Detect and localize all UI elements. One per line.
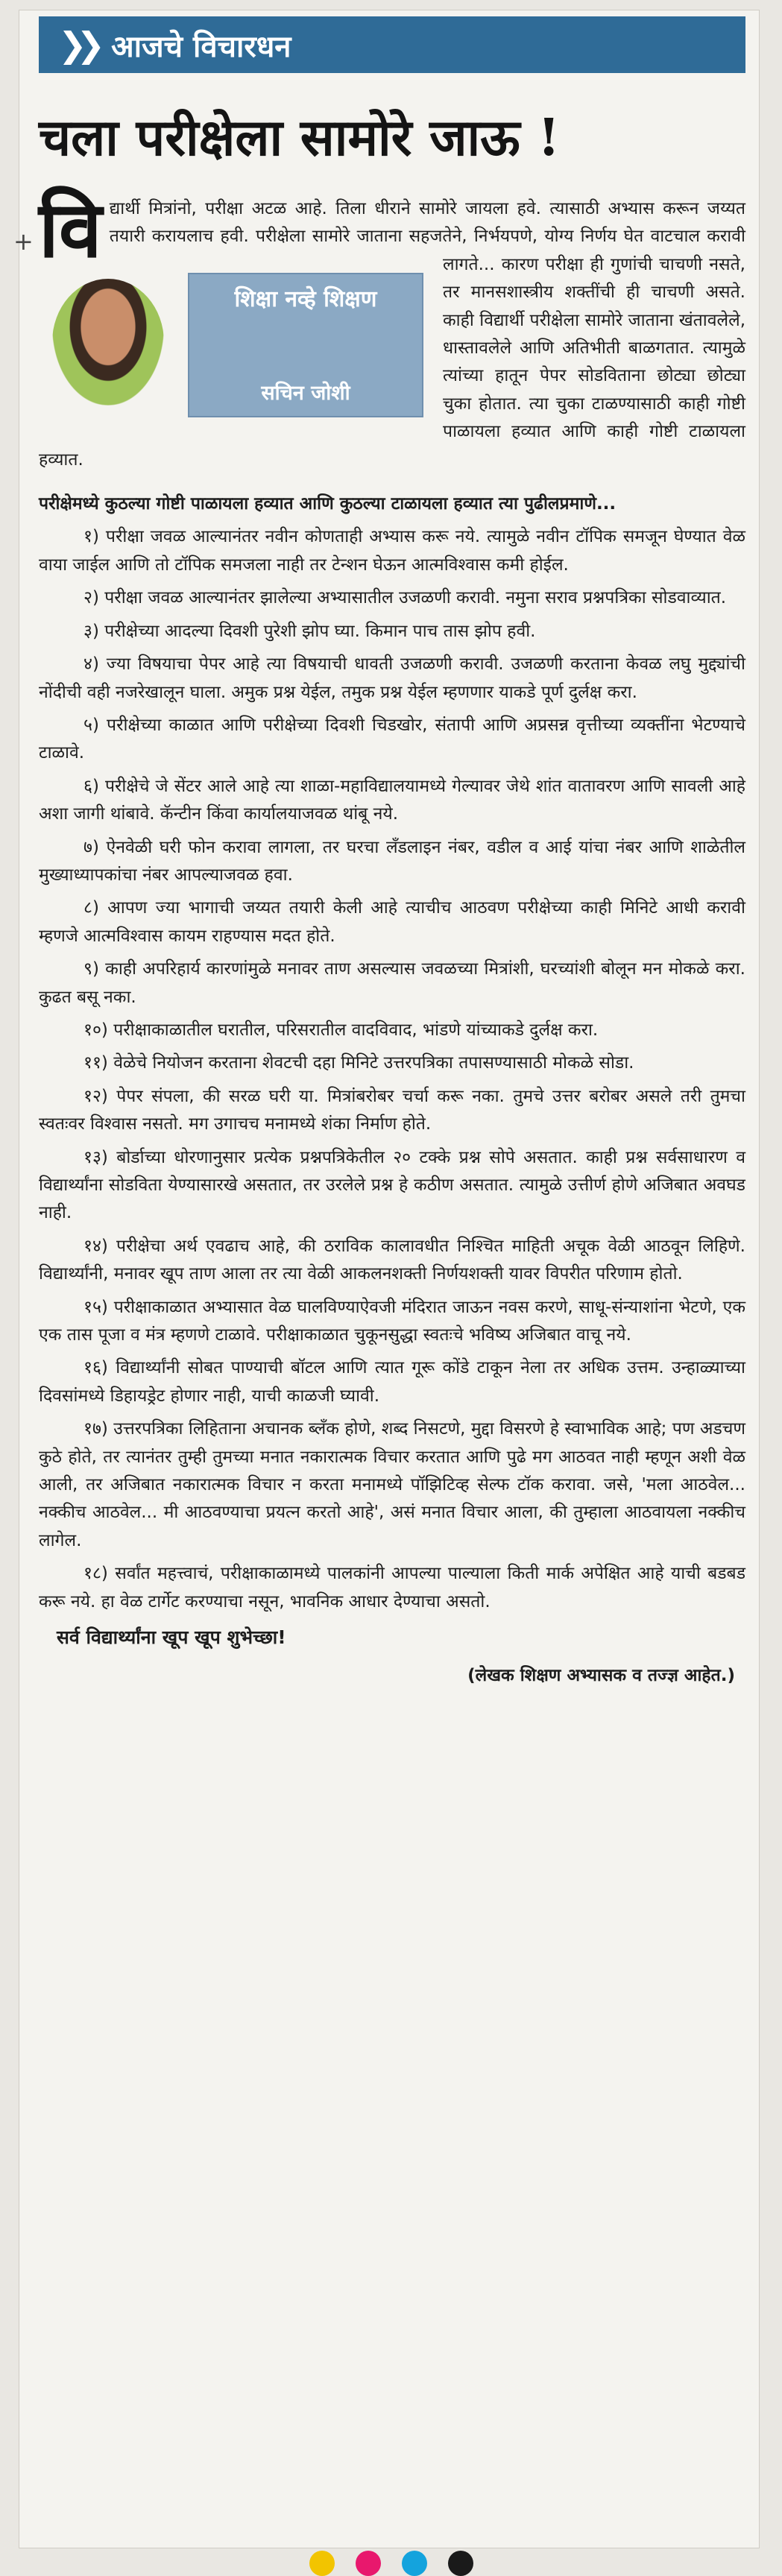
author-photo <box>52 279 164 405</box>
list-item: ५) परीक्षेच्या काळात आणि परीक्षेच्या दिवशी चिडखोर, संतापी आणि अप्रसन्न वृत्तीच्या व्यक्तींना भेटण्याचे टाळावे. <box>39 715 745 763</box>
intro-paragraph <box>39 183 745 474</box>
list-item: १४) परीक्षेचा अर्थ एवढाच आहे, की ठराविक कालावधीत निश्चित माहिती अचूक वेळी आठवून लिहिणे. विद्यार्थ्यांनी, मनावर खूप ताण आला तर त्या वेळी आकलनशक्ती निर्णयशक्ती यावर विपरीत परिणाम होतो. <box>39 1236 745 1284</box>
color-dot-black <box>448 2551 473 2576</box>
list-item: १३) बोर्डाच्या धोरणानुसार प्रत्येक प्रश्नपत्रिकेतील २० टक्के प्रश्न सोपे असतात. काही प्रश्न सर्वसाधारण व विद्यार्थ्यांना सोडविता येण्यासारखे असतात, तर उरलेले प्रश्न हे कठीण असतात. त्यामुळे उत्तीर्ण होणे अजिबात अवघड नाही. <box>39 1147 745 1223</box>
section-banner <box>39 16 745 73</box>
column-topic: शिक्षा नव्हे शिक्षण <box>234 286 377 312</box>
list-item: ११) वेळेचे नियोजन करताना शेवटची दहा मिनिटे उत्तरपत्रिका तपासण्यासाठी मोकळे सोडा. <box>83 1053 634 1073</box>
list-item: १६) विद्यार्थ्यांनी सोबत पाण्याची बॉटल आणि त्यात गूरू कोंडे टाकून नेला तर अधिक उत्तम. उन्हाळ्याच्या दिवसांमध्ये डिहायड्रेट होणार नाही, याची काळजी घ्यावी. <box>39 1358 745 1406</box>
list-item: १०) परीक्षाकाळातील घरातील, परिसरातील वादविवाद, भांडणे यांच्याकडे दुर्लक्ष करा. <box>83 1020 599 1040</box>
author-box <box>39 273 426 417</box>
list-item: ८) आपण ज्या भागाची जय्यत तयारी केली आहे त्याचीच आठवण परीक्षेच्या काही मिनिटे आधी करावी म्हणजे आत्मविश्वास कायम राहण्यास मदत होते. <box>39 898 745 946</box>
drop-cap: वि <box>39 183 102 275</box>
list-item: १) परीक्षा जवळ आल्यानंतर नवीन कोणताही अभ्यास करू नये. त्यामुळे नवीन टॉपिक समजून घेण्यात वेळ वाया जाईल आणि तो टॉपिक समजला नाही तर टेन्शन घेऊन आत्मविश्वास कमी होईल. <box>39 527 745 575</box>
section-label: आजचे विचारधन <box>111 29 291 64</box>
double-chevron-right-icon: ❯❯ <box>58 25 95 65</box>
registration-plus-icon: + <box>13 227 34 256</box>
column-card <box>188 273 423 417</box>
intro-text: द्यार्थी मित्रांनो, परीक्षा अटळ आहे. तिला धीराने सामोरे जायला हवे. त्यासाठी अभ्यास करून जय्यत तयारी करायलाच हवी. परीक्षेला सामोरे जाताना सहजतेने, निर्भयपणे, योग्य निर्णय घेत वाटचाल करावी लागते... कारण परीक्षा ही गुणांची चाचणी नसते, तर मानसशास्त्रीय शक्तींची ही चाचणी असते. काही विद्यार्थी परीक्षेला सामोरे जाताना खंतावलेले, धास्तावलेले आणि अतिभीती बाळगतात. त्यामुळे त्यांच्या हातून पेपर सोडविताना छोट्या छोट्या चुका होतात. त्या चुका टाळण्यासाठी काही गोष्टी पाळायला हव्यात आणि काही गोष्टी टाळायला हव्यात. <box>39 199 745 470</box>
color-dot-magenta <box>356 2551 381 2576</box>
list-item: ९) काही अपरिहार्य कारणांमुळे मनावर ताण असल्यास जवळच्या मित्रांशी, घरच्यांशी बोलून मन मोकळे करा. कुढत बसू नका. <box>39 959 745 1007</box>
author-credit: (लेखक शिक्षण अभ्यासक व तज्ज्ञ आहेत.) <box>467 1665 735 1685</box>
list-item: १२) पेपर संपला, की सरळ घरी या. मित्रांबरोबर चर्चा करू नका. तुमचे उत्तर बरोबर असले तरी तुमचा स्वतःवर विश्वास नसतो. मग उगाचच मनामध्ये शंका निर्माण होते. <box>39 1086 745 1134</box>
list-item: ६) परीक्षेचे जे सेंटर आले आहे त्या शाळा-महाविद्यालयामध्ये गेल्यावर जेथे शांत वातावरण आणि सावली आहे अशा जागी थांबावे. कॅन्टीन किंवा कार्यालयाजवळ थांबू नये. <box>39 776 745 824</box>
list-item: ७) ऐनवेळी घरी फोन करावा लागला, तर घरचा लँडलाइन नंबर, वडील व आई यांचा नंबर आणि शाळेतील मुख्याध्यापकांचा नंबर आपल्याजवळ हवा. <box>39 837 745 885</box>
list-item: १५) परीक्षाकाळात अभ्यासात वेळ घालविण्याऐवजी मंदिरात जाऊन नवस करणे, साधू-संन्याशांना भेटणे, एक एक तास पूजा व मंत्र म्हणणे टाळावे. परीक्षाकाळात चुकूनसुद्धा स्वतःचे भविष्य अजिबात वाचू नये. <box>39 1297 745 1345</box>
closing-wish: सर्व विद्यार्थ्यांना खूप खूप शुभेच्छा! <box>57 1626 286 1649</box>
list-item: २) परीक्षा जवळ आल्यानंतर झालेल्या अभ्यासातील उजळणी करावी. नमुना सराव प्रश्नपत्रिका सोडवाव्यात. <box>83 588 727 608</box>
list-item: १७) उत्तरपत्रिका लिहिताना अचानक ब्लँक होणे, शब्द निसटणे, मुद्दा विसरणे हे स्वाभाविक आहे; पण अडचण कुठे होते, तर त्यानंतर तुम्ही तुमच्या मनात नकारात्मक विचार करतात आणि पुढे मग आठवत नाही म्हणून अशी वेळ आली, तर अजिबात नकारात्मक विचार न करता मनामध्ये पॉझिटिव्ह सेल्फ टॉक करावा. जसे, 'मला आठवेल... नक्कीच आठवेल... मी आठवण्याचा प्रयत्न करतो आहे', असं मनात विचार आला, की तुम्हाला आठवायला नक्कीच लागेल. <box>39 1419 745 1550</box>
list-item: ३) परीक्षेच्या आदल्या दिवशी पुरेशी झोप घ्या. किमान पाच तास झोप हवी. <box>83 621 536 641</box>
article-body <box>39 183 745 1690</box>
author-name: सचिन जोशी <box>261 381 350 405</box>
printer-color-marks <box>0 2551 782 2576</box>
color-dot-cyan <box>402 2551 427 2576</box>
list-lead: परीक्षेमध्ये कुठल्या गोष्टी पाळायला हव्यात आणि कुठल्या टाळायला हव्यात त्या पुढीलप्रमाणे... <box>39 494 617 514</box>
list-item: १८) सर्वांत महत्त्वाचं, परीक्षाकाळामध्ये पालकांनी आपल्या पाल्याला किती मार्क अपेक्षित आहे याची बडबड करू नये. हा वेळ टार्गेट करण्याचा नसून, भावनिक आधार देण्याचा असतो. <box>39 1564 745 1611</box>
list-item: ४) ज्या विषयाचा पेपर आहे त्या विषयाची धावती उजळणी करावी. उजळणी करताना केवळ लघु मुद्द्यांची नोंदीची वही नजरेखालून घाला. अमुक प्रश्न येईल, तमुक प्रश्न येईल म्हणणार याकडे पूर्ण दुर्लक्ष करा. <box>39 654 745 702</box>
color-dot-yellow <box>309 2551 335 2576</box>
article-headline: चला परीक्षेला सामोरे जाऊ ! <box>39 108 561 168</box>
